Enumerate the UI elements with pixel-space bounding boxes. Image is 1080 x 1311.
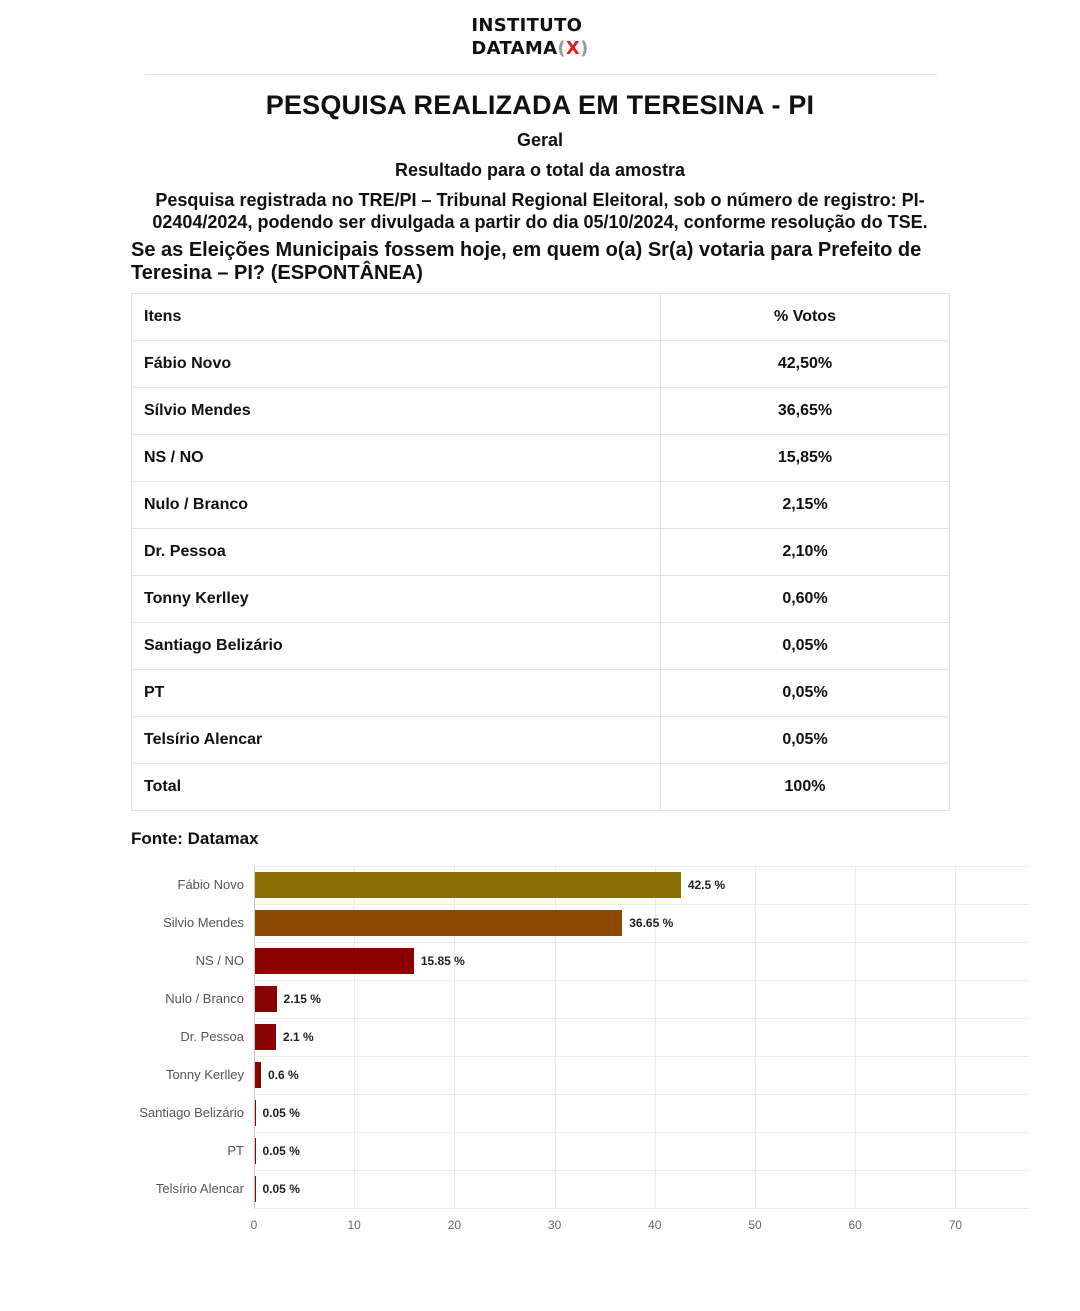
logo-x-mark: X (565, 38, 581, 59)
header-items: Itens (132, 294, 661, 341)
bar-value-label: 0.05 % (262, 1106, 300, 1120)
survey-question: Se as Eleições Municipais fossem hoje, em quem o(a) Sr(a) votaria para Prefeito de Teresina – PI? (ESPONTÂNEA) (131, 239, 922, 284)
gridline-horizontal (254, 942, 1030, 943)
y-category-label: Tonny Kerlley (165, 1067, 244, 1082)
row-pct: 2,10% (661, 529, 950, 576)
table-row-total (132, 764, 950, 811)
bar (255, 910, 622, 936)
table-row (132, 717, 950, 764)
bar (255, 1176, 256, 1202)
gridline-vertical (855, 866, 856, 1208)
bar-value-label: 2.15 % (283, 992, 321, 1006)
subtitle: Geral (516, 130, 564, 150)
x-tick-label: 0 (250, 1218, 258, 1232)
y-category-label: NS / NO (195, 953, 244, 968)
gridline-horizontal (254, 1208, 1030, 1209)
bar-chart (130, 866, 1030, 1246)
x-tick-label: 20 (447, 1218, 462, 1232)
bar-value-label: 15.85 % (420, 954, 465, 968)
header-votes: % Votos (661, 294, 950, 341)
row-item: Fábio Novo (132, 341, 661, 388)
y-category-label: Telsírio Alencar (155, 1181, 244, 1196)
source-note: Fonte: Datamax (131, 829, 259, 848)
gridline-horizontal (254, 1018, 1030, 1019)
x-tick-label: 10 (347, 1218, 361, 1232)
row-pct: 42,50% (661, 341, 950, 388)
gridline-vertical (955, 866, 956, 1208)
row-item: Telsírio Alencar (132, 717, 661, 764)
table-row (132, 341, 950, 388)
bar (255, 872, 681, 898)
row-pct: 100% (661, 764, 950, 811)
row-item: PT (132, 670, 661, 717)
row-item: Total (132, 764, 661, 811)
bar (255, 948, 414, 974)
y-category-label: Santiago Belizário (139, 1105, 244, 1120)
x-tick-label: 50 (748, 1218, 762, 1232)
table-header (132, 294, 950, 341)
x-tick-label: 70 (948, 1218, 963, 1232)
x-tick-label: 40 (648, 1218, 662, 1232)
gridline-horizontal (254, 980, 1030, 981)
y-category-label: Fábio Novo (177, 877, 244, 892)
row-item: Sílvio Mendes (132, 388, 661, 435)
gridline-horizontal (254, 1170, 1030, 1171)
y-category-label: Dr. Pessoa (180, 1029, 244, 1044)
row-item: Dr. Pessoa (132, 529, 661, 576)
x-tick-label: 60 (848, 1218, 862, 1232)
table-row (132, 576, 950, 623)
gridline-horizontal (254, 1056, 1030, 1057)
bar-value-label: 2.1 % (283, 1030, 314, 1044)
bar (255, 1138, 256, 1164)
row-pct: 0,05% (661, 670, 950, 717)
table-row (132, 529, 950, 576)
x-tick-label: 30 (547, 1218, 562, 1232)
registration-note: Pesquisa registrada no TRE/PI – Tribunal Regional Eleitoral, sob o número de registro: PI-02404/2024, podendo ser divulgada a partir do dia 05/10/2024, conforme resolução do TSE. (152, 190, 928, 232)
gridline-horizontal (254, 866, 1030, 867)
y-category-label: Silvio Mendes (163, 915, 244, 930)
row-item: NS / NO (132, 435, 661, 482)
bar-value-label: 0.05 % (262, 1182, 300, 1196)
table-row (132, 670, 950, 717)
bar (255, 986, 277, 1012)
table-row (132, 435, 950, 482)
subtitle-sample: Resultado para o total da amostra (394, 160, 686, 180)
table-row (132, 482, 950, 529)
logo-line1: INSTITUTO (471, 15, 583, 36)
bar (255, 1024, 276, 1050)
row-pct: 0,05% (661, 623, 950, 670)
row-pct: 36,65% (661, 388, 950, 435)
row-item: Nulo / Branco (132, 482, 661, 529)
bar (255, 1062, 261, 1088)
row-pct: 0,60% (661, 576, 950, 623)
logo-brand: DATAMA (471, 38, 558, 59)
logo-paren-close: ) (580, 38, 589, 59)
y-category-label: Nulo / Branco (165, 991, 244, 1006)
row-pct: 2,15% (661, 482, 950, 529)
gridline-vertical (755, 866, 756, 1208)
bar-value-label: 36.65 % (629, 916, 674, 930)
bar-value-label: 0.05 % (262, 1144, 300, 1158)
gridline-horizontal (254, 1094, 1030, 1095)
row-item: Santiago Belizário (132, 623, 661, 670)
table-row (132, 623, 950, 670)
header-divider (145, 74, 937, 75)
logo-line2 (471, 37, 588, 60)
results-table (131, 293, 950, 811)
logo (0, 14, 1080, 60)
logo-paren-open: ( (557, 38, 566, 59)
bar (255, 1100, 256, 1126)
gridline-horizontal (254, 904, 1030, 905)
bar-value-label: 42.5 % (687, 878, 726, 892)
row-pct: 0,05% (661, 717, 950, 764)
gridline-horizontal (254, 1132, 1030, 1133)
row-item: Tonny Kerlley (132, 576, 661, 623)
bar-value-label: 0.6 % (268, 1068, 299, 1082)
table-row (132, 388, 950, 435)
row-pct: 15,85% (661, 435, 950, 482)
y-category-label: PT (227, 1143, 244, 1158)
page-title: PESQUISA REALIZADA EM TERESINA - PI (265, 90, 815, 120)
